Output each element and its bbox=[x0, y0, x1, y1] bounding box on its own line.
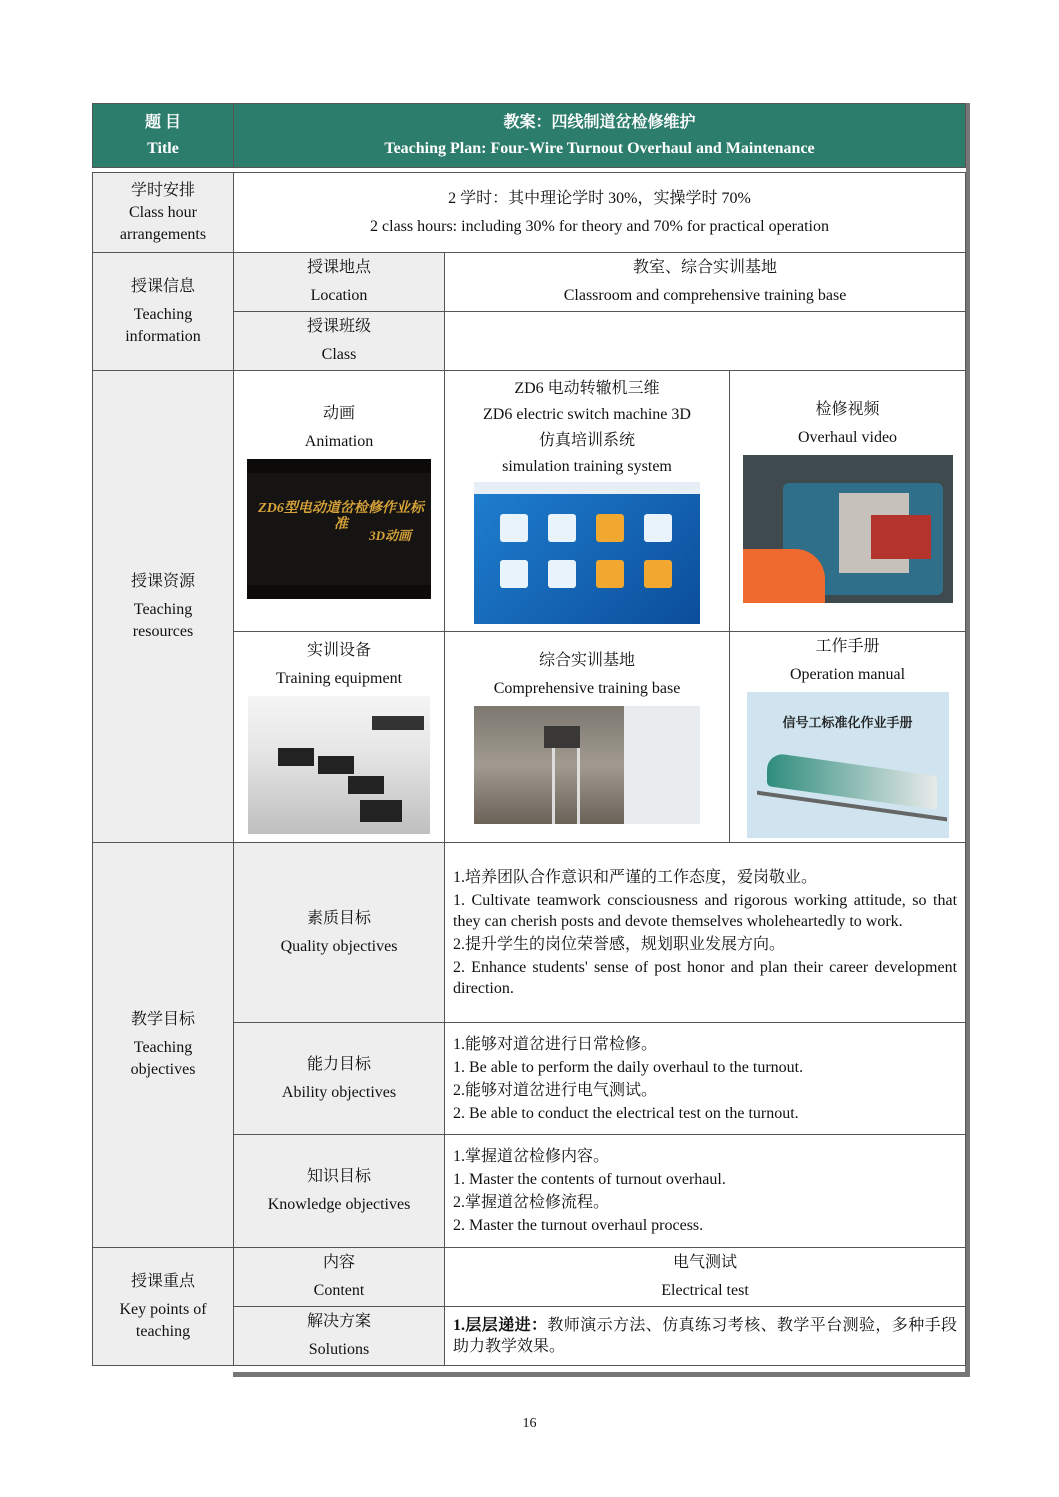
ability-label-cell bbox=[234, 1023, 445, 1135]
quality-item: 1. Cultivate teamwork consciousness and rigorous working attitude, so that they can cherish posts and devote themselves wholeheartedly to work. bbox=[453, 891, 958, 930]
knowledge-item: 1. Master the contents of turnout overhaul. bbox=[453, 1171, 726, 1188]
simulation-label-cn1: ZD6 电动转辙机三维 bbox=[514, 380, 660, 397]
class-value-cell bbox=[445, 312, 966, 371]
ability-content-cell bbox=[445, 1023, 966, 1135]
simulation-label-cn2: 仿真培训系统 bbox=[538, 432, 635, 449]
equipment-label-en: Training equipment bbox=[275, 670, 403, 687]
location-value-cn: 教室、综合实训基地 bbox=[633, 259, 778, 276]
quality-label-en: Quality objectives bbox=[280, 937, 398, 955]
class-label-cn: 授课班级 bbox=[306, 318, 371, 335]
page-number: 16 bbox=[522, 1416, 537, 1431]
solutions-label-en: Solutions bbox=[308, 1341, 370, 1358]
resources-label-en: Teaching resources bbox=[132, 600, 194, 640]
ability-label-cn: 能力目标 bbox=[306, 1055, 371, 1073]
content-row bbox=[93, 1248, 966, 1307]
class-hours-row bbox=[93, 173, 966, 253]
video-thumbnail[interactable] bbox=[743, 455, 953, 603]
video-label-en: Overhaul video bbox=[797, 429, 898, 446]
table-shadow-bottom bbox=[233, 1372, 970, 1377]
knowledge-content-cell bbox=[445, 1135, 966, 1248]
key-points-label-cell bbox=[93, 1248, 234, 1366]
equipment-photo[interactable] bbox=[248, 696, 430, 834]
simulation-label-en1: ZD6 electric switch machine 3D bbox=[483, 406, 691, 423]
location-label-cn: 授课地点 bbox=[306, 259, 371, 276]
knowledge-label-en: Knowledge objectives bbox=[267, 1196, 411, 1213]
teaching-info-label-en: Teaching information bbox=[125, 305, 201, 345]
training-base-photo[interactable] bbox=[474, 706, 700, 824]
content-label-cn: 内容 bbox=[322, 1254, 355, 1271]
simulation-cell bbox=[445, 371, 730, 632]
title-value-cn: 教案：四线制道岔检修维护 bbox=[503, 113, 696, 131]
location-value-en: Classroom and comprehensive training base bbox=[563, 287, 847, 304]
quality-label-cell bbox=[234, 843, 445, 1023]
resources-label-cell bbox=[93, 371, 234, 843]
class-label-en: Class bbox=[321, 346, 357, 363]
animation-thumbnail[interactable] bbox=[247, 459, 431, 599]
training-base-cell bbox=[445, 632, 730, 843]
solutions-content-cell bbox=[445, 1307, 966, 1366]
manual-cell bbox=[730, 632, 966, 843]
video-cell bbox=[730, 371, 966, 632]
solutions-label-cn: 解决方案 bbox=[306, 1313, 371, 1330]
training-base-label-cn: 综合实训基地 bbox=[538, 652, 635, 669]
objectives-label-cell bbox=[93, 843, 234, 1248]
title-label-en: Title bbox=[147, 139, 179, 157]
location-row bbox=[93, 253, 966, 312]
manual-label-en: Operation manual bbox=[789, 666, 906, 683]
teaching-info-label-cell bbox=[93, 253, 234, 371]
title-value-en: Teaching Plan: Four-Wire Turnout Overhaul and Maintenance bbox=[384, 139, 815, 157]
content-value-cn: 电气测试 bbox=[673, 1254, 738, 1271]
content-label-en: Content bbox=[313, 1282, 365, 1299]
class-hours-value-cn: 2 学时：其中理论学时 30%，实操学时 70% bbox=[448, 189, 751, 207]
class-hours-label-cn: 学时安排 bbox=[130, 181, 195, 199]
simulation-thumbnail[interactable] bbox=[474, 482, 700, 624]
manual-cover-title: 信号工标准化作业手册 bbox=[782, 715, 913, 730]
content-label-cell bbox=[234, 1248, 445, 1307]
class-hours-value-cell bbox=[234, 173, 966, 253]
key-points-label-cn: 授课重点 bbox=[130, 1272, 195, 1290]
simulation-label-en2: simulation training system bbox=[502, 458, 672, 475]
training-base-label-en: Comprehensive training base bbox=[493, 680, 681, 697]
knowledge-item: 2.掌握道岔检修流程。 bbox=[453, 1194, 610, 1211]
key-points-label-en: Key points of teaching bbox=[119, 1300, 207, 1340]
solutions-text: 教师演示方法、仿真练习考核、教学平台测验，多种手段助力教学效果。 bbox=[453, 1317, 958, 1355]
quality-content-cell bbox=[445, 843, 966, 1023]
content-value-en: Electrical test bbox=[661, 1282, 749, 1299]
teaching-plan-table bbox=[92, 103, 966, 1366]
quality-item: 2.提升学生的岗位荣誉感，规划职业发展方向。 bbox=[453, 935, 786, 953]
class-label-cell bbox=[234, 312, 445, 371]
knowledge-item: 1.掌握道岔检修内容。 bbox=[453, 1148, 610, 1165]
ability-label-en: Ability objectives bbox=[281, 1083, 397, 1101]
ability-item: 2. Be able to conduct the electrical test on the turnout. bbox=[453, 1104, 799, 1122]
equipment-cell bbox=[234, 632, 445, 843]
animation-label-cn: 动画 bbox=[322, 405, 355, 422]
knowledge-label-cell bbox=[234, 1135, 445, 1248]
animation-cell bbox=[234, 371, 445, 632]
animation-label-en: Animation bbox=[304, 433, 374, 450]
knowledge-label-cn: 知识目标 bbox=[306, 1168, 371, 1185]
ability-item: 2.能够对道岔进行电气测试。 bbox=[453, 1081, 658, 1099]
ability-item: 1. Be able to perform the daily overhaul to the turnout. bbox=[453, 1058, 804, 1076]
class-hours-value-en: 2 class hours: including 30% for theory and 70% for practical operation bbox=[370, 217, 829, 235]
objectives-label-cn: 教学目标 bbox=[130, 1011, 195, 1028]
quality-item: 1.培养团队合作意识和严谨的工作态度，爱岗敬业。 bbox=[453, 868, 818, 886]
title-label-cn: 题 目 bbox=[144, 113, 181, 131]
animation-thumb-sub: 3D动画 bbox=[369, 528, 411, 543]
location-label-en: Location bbox=[310, 287, 368, 304]
location-label-cell bbox=[234, 253, 445, 312]
resources-label-cn: 授课资源 bbox=[130, 572, 195, 590]
equipment-label-cn: 实训设备 bbox=[306, 642, 371, 659]
quality-label-cn: 素质目标 bbox=[306, 909, 371, 927]
content-value-cell bbox=[445, 1248, 966, 1307]
animation-thumb-text: ZD6型电动道岔检修作业标准 bbox=[258, 501, 424, 532]
manual-label-cn: 工作手册 bbox=[815, 638, 880, 655]
title-label-cell bbox=[93, 104, 234, 168]
resources-row-1 bbox=[93, 371, 966, 632]
location-value-cell bbox=[445, 253, 966, 312]
solutions-bold-lead: 1.层层递进： bbox=[453, 1317, 548, 1334]
quality-row bbox=[93, 843, 966, 1023]
ability-item: 1.能够对道岔进行日常检修。 bbox=[453, 1035, 658, 1053]
title-value-cell bbox=[234, 104, 966, 168]
teaching-info-label-cn: 授课信息 bbox=[130, 277, 195, 295]
class-hours-label-en: Class hour arrangements bbox=[119, 203, 207, 243]
manual-cover[interactable] bbox=[747, 692, 949, 838]
knowledge-item: 2. Master the turnout overhaul process. bbox=[453, 1217, 704, 1234]
objectives-label-en: Teaching objectives bbox=[130, 1039, 196, 1078]
title-row bbox=[93, 104, 966, 168]
solutions-label-cell bbox=[234, 1307, 445, 1366]
quality-item: 2. Enhance students' sense of post honor and plan their career development direction. bbox=[453, 958, 958, 997]
class-hours-label-cell bbox=[93, 173, 234, 253]
video-label-cn: 检修视频 bbox=[815, 401, 880, 418]
